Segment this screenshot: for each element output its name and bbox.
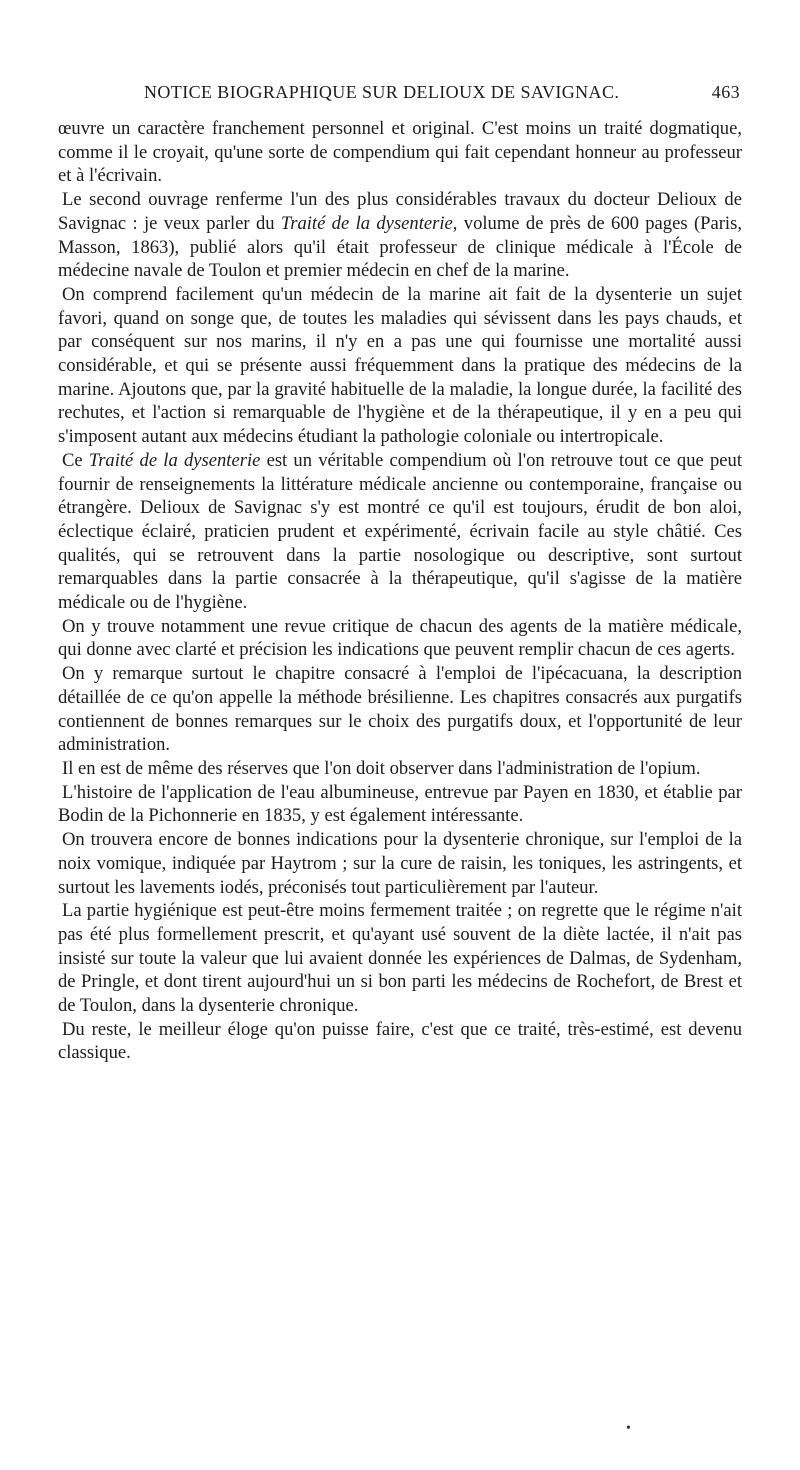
paragraph-7: Il en est de même des réserves que l'on doit observer dans l'administration de l'opium. xyxy=(62,757,701,779)
paragraph-6: On y remarque surtout le chapitre consacré à l'emploi de l'ipécacuana, la description détaillée de ce qu'on appelle la méthode brésilienne. Les chapitres consacrés aux purgatifs contiennent de bonnes remarques sur le choix des purgatifs doux, et l'opportunité de leur administration. xyxy=(58,663,742,756)
page-number: 463 xyxy=(711,82,740,102)
paragraph-3: On comprend facilement qu'un médecin de la marine ait fait de la dysenterie un sujet favori, quand on songe que, de toutes les maladies qui sévissent dans les pays chauds, et par conséquent sur nos marins, il n'y en a pas une qui fournisse une mortalité aussi considérable, et qui se présente aussi fréquemment dans la pratique des médecins de la marine. Ajoutons que, par la gravité habituelle de la maladie, la longue durée, la facilité des rechutes, et l'action si remarquable de l'hygiène et de la thérapeutique, il y en a peu qui s'imposent autant aux médecins étudiant la pathologie coloniale ou intertropicale. xyxy=(58,283,742,448)
paragraph-2-text-a: Le second ouvrage renferme l'un des plus considérables travaux du docteur Delioux de Savignac : je veux parler du xyxy=(58,189,742,234)
paragraph-4-text-a: Ce xyxy=(62,449,89,471)
paragraph-4-text-b: est un véritable compendium où l'on retrouve tout ce que peut fournir de renseignements la littérature médicale ancienne ou contemporaine, française ou étrangère. Delioux de Savignac s'y est montré ce qu'il est toujours, érudit de bon aloi, éclectique éclairé, praticien prudent et expérimenté, écrivain facile au style châtié. Ces qualités, qui se retrouvent dans la partie nosologique ou descriptive, sont surtout remarquables dans la partie consacrée à la thérapeutique, qu'il s'agisse de la matière médicale ou de l'hygiène. xyxy=(58,449,742,614)
body-text xyxy=(58,117,742,1065)
footer-mark: • xyxy=(626,1421,631,1436)
paragraph-1: œuvre un caractère franchement personnel et original. C'est moins un traité dogmatique, comme il le croyait, qu'une sorte de compendium qui fait cependant honneur au professeur et à l'écrivain. xyxy=(58,118,742,187)
book-title: Traité de la dysenterie xyxy=(280,212,453,234)
book-title: Traité de la dysenterie xyxy=(88,449,261,471)
paragraph-4 xyxy=(58,449,742,615)
paragraph-5: On y trouve notamment une revue critique de chacun des agents de la matière médicale, qui donne avec clarté et précision les indications que peuvent remplir chacun de ces agerts. xyxy=(58,615,742,661)
paragraph-11: Du reste, le meilleur éloge qu'on puisse faire, c'est que ce traité, très-estimé, est devenu classique. xyxy=(58,1018,742,1064)
header-title: NOTICE BIOGRAPHIQUE SUR DELIOUX DE SAVIGNAC. xyxy=(144,82,620,102)
paragraph-8: L'histoire de l'application de l'eau albumineuse, entrevue par Payen en 1830, et établie par Bodin de la Pichonnerie en 1835, y est également intéressante. xyxy=(58,781,742,827)
paragraph-2-text-b: , volume de près de 600 pages (Paris, Masson, 1863), publié alors qu'il était professeur de clinique médicale à l'École de médecine navale de Toulon et premier médecin en chef de la marine. xyxy=(58,212,742,282)
paragraph-2 xyxy=(58,188,742,283)
paragraph-10: La partie hygiénique est peut-être moins fermement traitée ; on regrette que le régime n'ait pas été plus formellement prescrit, et qu'ayant usé souvent de la diète lactée, il n'ait pas insisté sur toute la valeur que lui avaient donnée les expériences de Dalmas, de Sydenham, de Pringle, et dont tirent aujourd'hui un si bon parti les médecins de Rochefort, de Brest et de Toulon, dans la dysenterie chronique. xyxy=(58,900,742,1017)
running-header xyxy=(144,82,740,110)
paragraph-9: On trouvera encore de bonnes indications pour la dysenterie chronique, sur l'emploi de la noix vomique, indiquée par Haytrom ; sur la cure de raisin, les toniques, les astringents, et surtout les lavements iodés, préconisés tout particulièrement par l'auteur. xyxy=(58,829,742,898)
